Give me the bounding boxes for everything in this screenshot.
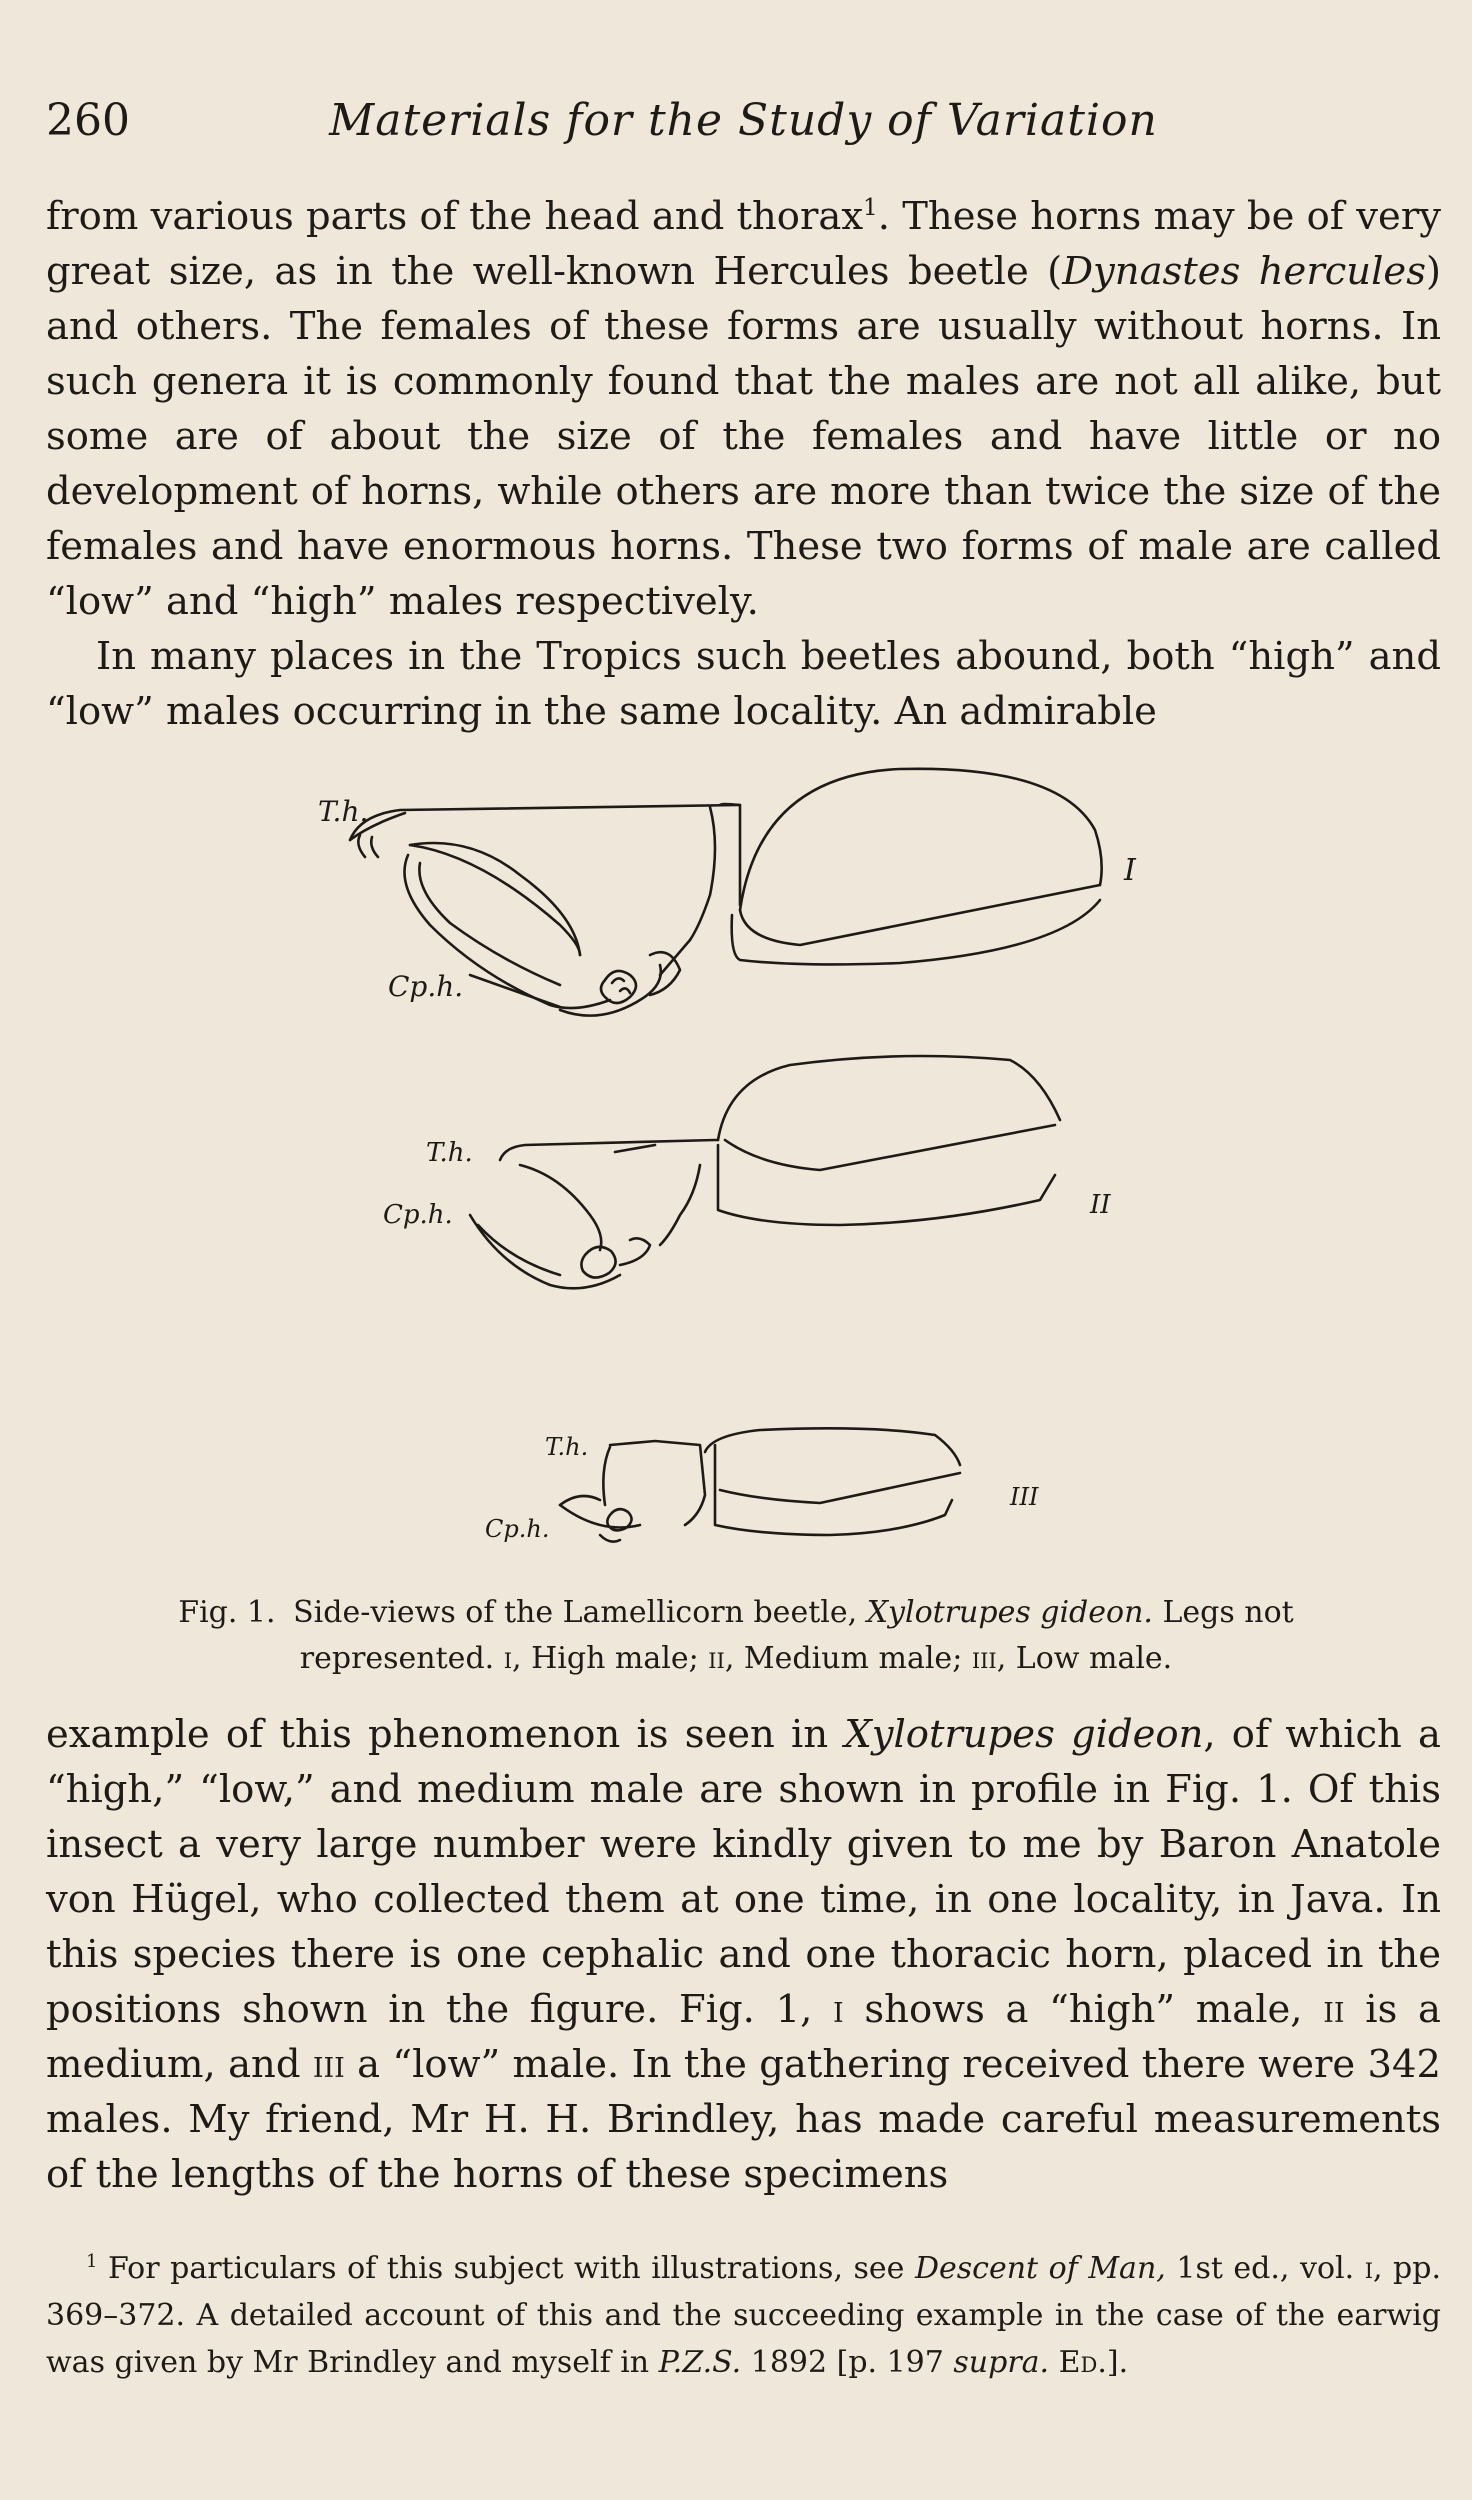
beetle-low-male [560,1428,960,1541]
body-text-bottom [46,1707,1441,2202]
figure-beetles [0,745,1472,1600]
label-cephalic-horn-3: Cp.h. [485,1515,550,1543]
footnote: $^1$ For particulars of this subject with illustrations, see Descent of Man, 1st ed., vol. i, pp. 369–372. A detailed account of this and the succeeding example in the case of the earwig was given by Mr Brindley and myself in P.Z.S. 1892 [p. 197 supra. Ed.]. [46,2251,1441,2380]
label-thoracic-horn-2: T.h. [426,1138,473,1168]
page-header [46,95,1441,155]
label-thoracic-horn-3: T.h. [545,1433,589,1461]
beetle-medium-male [470,1056,1060,1288]
running-title: Materials for the Study of Variation [329,95,1158,146]
label-thoracic-horn-1: T.h. [318,795,369,828]
caption-species: Xylotrupes gideon. [866,1595,1153,1630]
species-name: Dynastes hercules [1062,249,1426,294]
body-text-top [46,189,1441,739]
caption-label: Fig. 1. [178,1595,276,1630]
paragraph-3: example of this phenomenon is seen in Xylotrupes gideon, of which a “high,” “low,” and medium male are shown in profile in Fig. 1. Of this insect a very large number were kindly given to me by Baron Anatole von Hügel, who collected them at one time, in one locality, in Java. In this species there is one cephalic and one thoracic horn, placed in the positions shown in the figure. Fig. 1, i shows a “high” male, ii is a medium, and iii a “low” male. In the gathering received there were 342 males. My friend, Mr H. H. Brindley, has made careful measurements of the lengths of the horns of these specimens [46,1712,1441,2197]
footnote-marker: 1 [86,2251,98,2272]
label-roman-2: II [1090,1190,1111,1220]
label-cephalic-horn-2: Cp.h. [383,1200,453,1230]
label-cephalic-horn-1: Cp.h. [388,970,464,1003]
beetle-drawings [0,745,1472,1605]
reference-descent-of-man: Descent of Man, [914,2251,1166,2286]
species-name: Xylotrupes gideon [844,1712,1204,1757]
label-roman-3: III [1010,1483,1039,1511]
footnote-ref: 1 [863,195,878,222]
page-number: 260 [46,95,130,146]
reference-pzs: P.Z.S. [658,2345,742,2380]
paragraph-2: In many places in the Tropics such beetles abound, both “high” and “low” males occurring in the same locality. An admirable [46,634,1441,734]
figure-caption: Fig. 1. Side-views of the Lamellicorn beetle, Xylotrupes gideon. Legs not represented. i, High male; ii, Medium male; iii, Low male. [178,1595,1294,1676]
paragraph-1: from various parts of the head and thorax$^1$. These horns may be of very great size, as in the well-known Hercules beetle (Dynastes hercules) and others. The females of these forms are usually without horns. In such genera it is commonly found that the males are not all alike, but some are of about the size of the females and have little or no development of horns, while others are more than twice the size of the females and have enormous horns. These two forms of male are called “low” and “high” males respectively. [46,194,1441,624]
label-roman-1: I [1124,853,1136,888]
